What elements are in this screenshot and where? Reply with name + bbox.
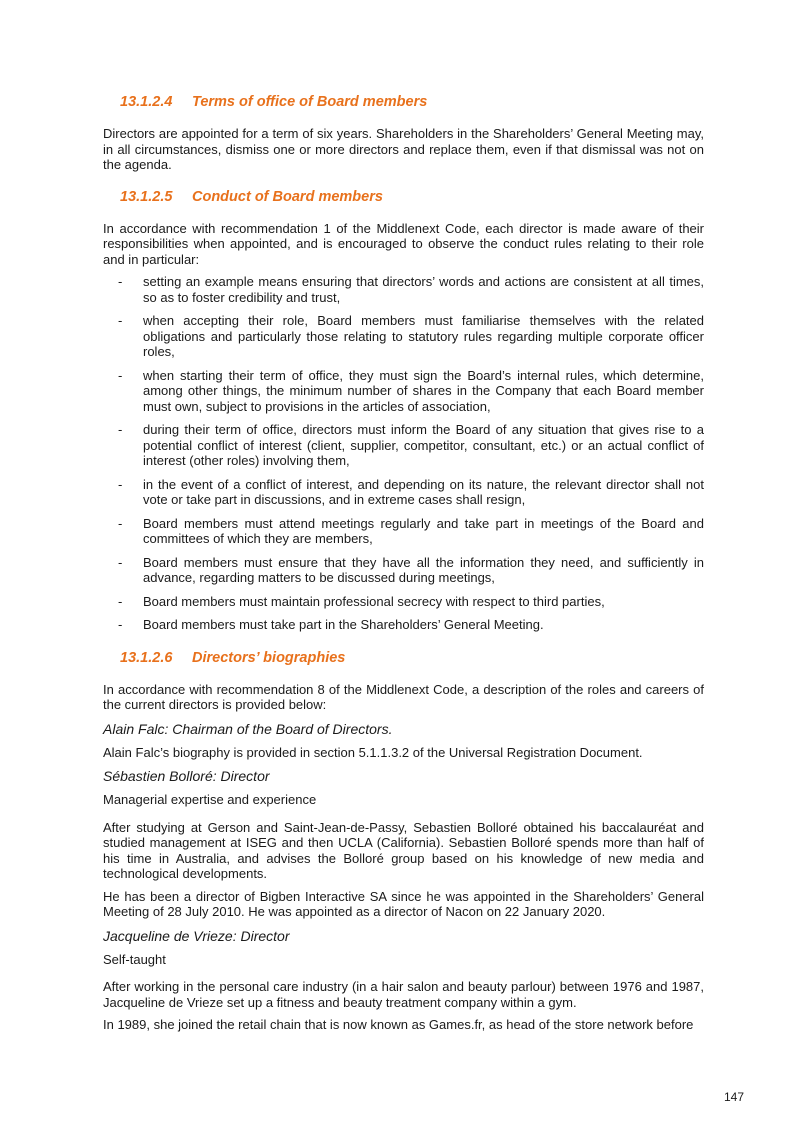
bullet-marker: - bbox=[118, 274, 123, 289]
bio-paragraph-sebastien-bollore-2: He has been a director of Bigben Interactive SA since he was appointed in the Shareholders’ General Meeting of 28 July 2010. He was appointed as a director of Nacon on 22 January 2020. bbox=[103, 888, 704, 919]
list-item-text: Board members must take part in the Shareholders’ General Meeting. bbox=[143, 617, 544, 632]
conduct-bullet-list bbox=[103, 274, 704, 633]
bullet-marker: - bbox=[118, 554, 123, 570]
list-item-text: Board members must ensure that they have all the information they need, and sufficiently in advance, regarding matters to be discussed during meetings, bbox=[143, 554, 704, 585]
list-item bbox=[103, 555, 704, 586]
section-heading-terms-of-office bbox=[120, 92, 704, 112]
bullet-marker: - bbox=[118, 617, 123, 632]
list-item-text: Board members must maintain professional secrecy with respect to third parties, bbox=[143, 593, 605, 609]
list-item-text: when accepting their role, Board members must familiarise themselves with the related obligations and particularly those relating to statutory rules regarding multiple corporate officer roles, bbox=[143, 313, 704, 359]
bio-expertise-sebastien-bollore: Managerial expertise and experience bbox=[103, 792, 317, 807]
list-item-text: during their term of office, directors must inform the Board of any situation that gives rise to a potential conflict of interest (client, supplier, competitor, consultant, etc.) or an actual conflict of interest (other roles) involving them, bbox=[143, 422, 704, 468]
biographies-intro: In accordance with recommendation 8 of the Middlenext Code, a description of the roles and careers of the current directors is provided below: bbox=[103, 681, 704, 712]
section-title: Conduct of Board members bbox=[192, 188, 383, 205]
list-item bbox=[103, 274, 704, 305]
section-title: Terms of office of Board members bbox=[192, 94, 428, 110]
list-item-text: Board members must attend meetings regularly and take part in meetings of the Board and committees of which they are members, bbox=[143, 515, 704, 546]
bio-title-alain-falc: Alain Falc: Chairman of the Board of Directors. bbox=[103, 720, 393, 737]
bio-title-jacqueline-de-vrieze: Jacqueline de Vrieze: Director bbox=[103, 927, 290, 944]
bullet-marker: - bbox=[118, 422, 123, 437]
bullet-marker: - bbox=[118, 593, 123, 609]
list-item-text: in the event of a conflict of interest, and depending on its nature, the relevant director shall not vote or take part in discussions, and in extreme cases shall resign, bbox=[143, 476, 704, 507]
list-item-text: setting an example means ensuring that directors’ words and actions are consistent at all times, so as to foster credibility and trust, bbox=[143, 274, 704, 305]
list-item bbox=[103, 594, 704, 610]
bio-text-alain-falc: Alain Falc’s biography is provided in section 5.1.1.3.2 of the Universal Registration Document. bbox=[103, 744, 643, 760]
bullet-marker: - bbox=[118, 476, 123, 492]
document-page bbox=[103, 92, 704, 1033]
list-item-text: when starting their term of office, they must sign the Board’s internal rules, which determine, among other things, the minimum number of shares in the Company that each Board member must own, subject to provisions in the articles of association, bbox=[143, 367, 704, 414]
list-item bbox=[103, 516, 704, 547]
bio-paragraph-jacqueline-de-vrieze-1: After working in the personal care industry (in a hair salon and beauty parlour) between 1976 and 1987, Jacqueline de Vrieze set up a fitness and beauty treatment company within a gym. bbox=[103, 979, 704, 1010]
section-number: 13.1.2.6 bbox=[120, 649, 173, 666]
bullet-marker: - bbox=[118, 367, 123, 383]
list-item bbox=[103, 422, 704, 469]
bio-expertise-jacqueline-de-vrieze: Self-taught bbox=[103, 951, 166, 967]
list-item bbox=[103, 617, 704, 633]
section-heading-biographies bbox=[120, 648, 704, 668]
page-number: 147 bbox=[724, 1090, 745, 1104]
section-heading-conduct bbox=[120, 187, 704, 207]
list-item bbox=[103, 477, 704, 508]
terms-paragraph: Directors are appointed for a term of six years. Shareholders in the Shareholders’ General Meeting may, in all circumstances, dismiss one or more directors and replace them, even if that dismissal was not on the agenda. bbox=[103, 126, 704, 172]
bio-paragraph-jacqueline-de-vrieze-2: In 1989, she joined the retail chain that is now known as Games.fr, as head of the store network before bbox=[103, 1017, 694, 1032]
section-number: 13.1.2.5 bbox=[120, 188, 173, 205]
conduct-intro: In accordance with recommendation 1 of the Middlenext Code, each director is made aware of their responsibilities when appointed, and is encouraged to observe the conduct rules relating to their role and in particular: bbox=[103, 220, 704, 267]
bullet-marker: - bbox=[118, 515, 123, 531]
list-item bbox=[103, 313, 704, 360]
section-number: 13.1.2.4 bbox=[120, 94, 173, 110]
bullet-marker: - bbox=[118, 313, 123, 328]
bio-title-sebastien-bollore: Sébastien Bolloré: Director bbox=[103, 768, 270, 784]
bio-paragraph-sebastien-bollore-1: After studying at Gerson and Saint-Jean-de-Passy, Sebastien Bolloré obtained his baccalauréat and studied management at ISEG and then UCLA (California). Sebastien Bolloré spends more than half of his time in Australia, and advises the Bolloré group based on his knowledge of new media and technological developments. bbox=[103, 819, 704, 881]
list-item bbox=[103, 368, 704, 415]
section-title: Directors’ biographies bbox=[192, 649, 346, 666]
